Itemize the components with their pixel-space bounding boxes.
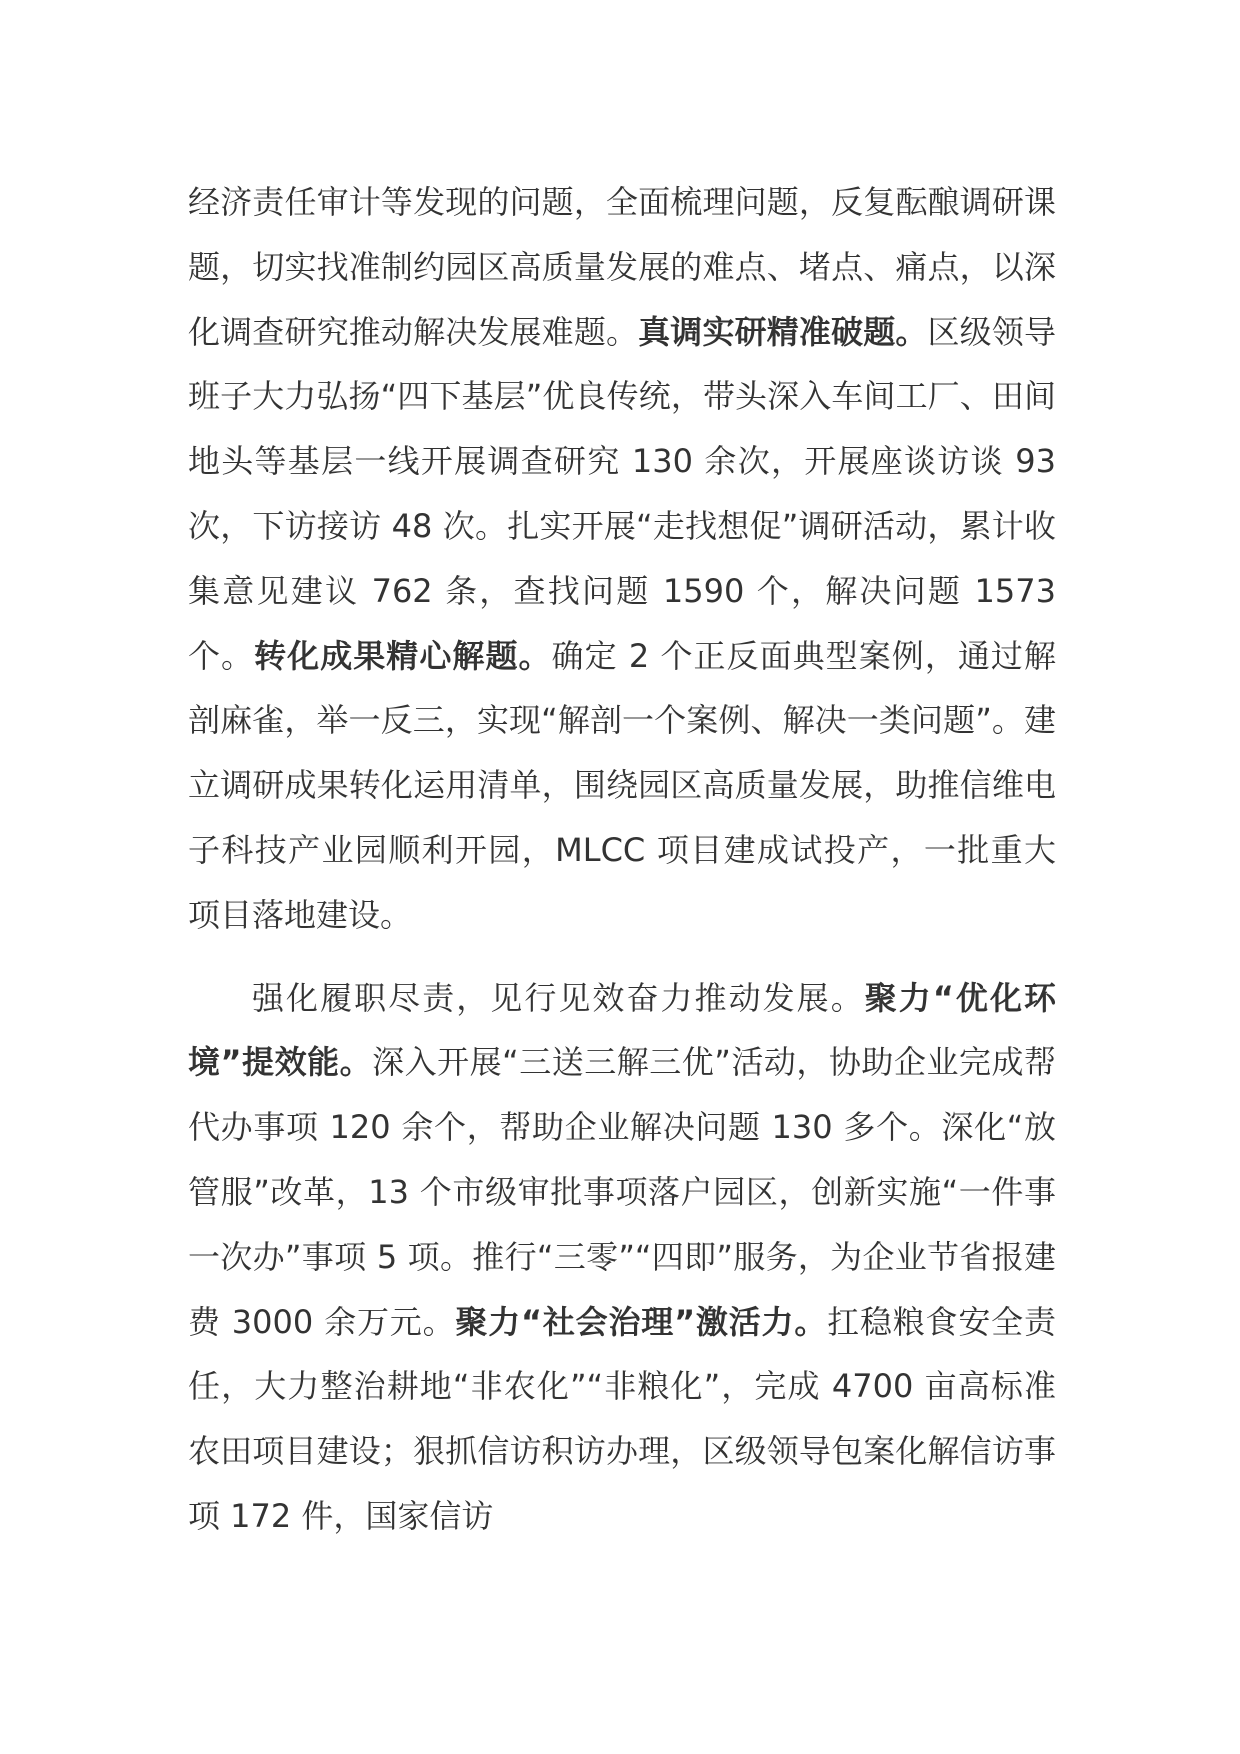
paragraph-1-bold-heading-2: 转化成果精心解题。 bbox=[254, 636, 552, 675]
paragraph-2-bold-heading-1: 聚力“优化环境”提效能。 bbox=[188, 978, 1056, 1082]
paragraph-2 bbox=[188, 966, 1056, 1549]
paragraph-2-text-3: 扛稳粮食安全责任，大力整治耕地“非农化”“非粮化”，完成 4700 亩高标准农田项目建设；狠抓信访积访办理，区级领导包案化解信访事项 172 件，国家信访 bbox=[188, 1302, 1056, 1535]
paragraph-1-text-1: 经济责任审计等发现的问题，全面梳理问题，反复酝酿调研课题，切实找准制约园区高质量发展的难点、堵点、痛点，以深化调查研究推动解决发展难题。 bbox=[188, 183, 1056, 351]
paragraph-2-text-1: 强化履职尽责，见行见效奋力推动发展。 bbox=[252, 978, 865, 1017]
paragraph-1 bbox=[188, 170, 1056, 948]
document-body bbox=[188, 170, 1056, 1567]
paragraph-1-bold-heading-1: 真调实研精准破题。 bbox=[638, 312, 928, 351]
paragraph-1-text-3: 确定 2 个正反面典型案例，通过解剖麻雀，举一反三，实现“解剖一个案例、解决一类问题”。建立调研成果转化运用清单，围绕园区高质量发展，助推信维电子科技产业园顺利开园，MLCC 项目建成试投产，一批重大项目落地建设。 bbox=[188, 636, 1056, 934]
paragraph-2-bold-heading-2: 聚力“社会治理”激活力。 bbox=[455, 1302, 828, 1341]
paragraph-1-text-2: 区级领导班子大力弘扬“四下基层”优良传统，带头深入车间工厂、田间地头等基层一线开展调查研究 130 余次，开展座谈访谈 93 次，下访接访 48 次。扎实开展“走找想促”调研活动，累计收集意见建议 762 条，查找问题 1590 个，解决问题 1573 个。 bbox=[188, 312, 1056, 675]
paragraph-2-text-2: 深入开展“三送三解三优”活动，协助企业完成帮代办事项 120 余个，帮助企业解决问题 130 多个。深化“放管服”改革，13 个市级审批事项落户园区，创新实施“一件事一次办”事项 5 项。推行“三零”“四即”服务，为企业节省报建费 3000 余万元。 bbox=[188, 1043, 1056, 1341]
